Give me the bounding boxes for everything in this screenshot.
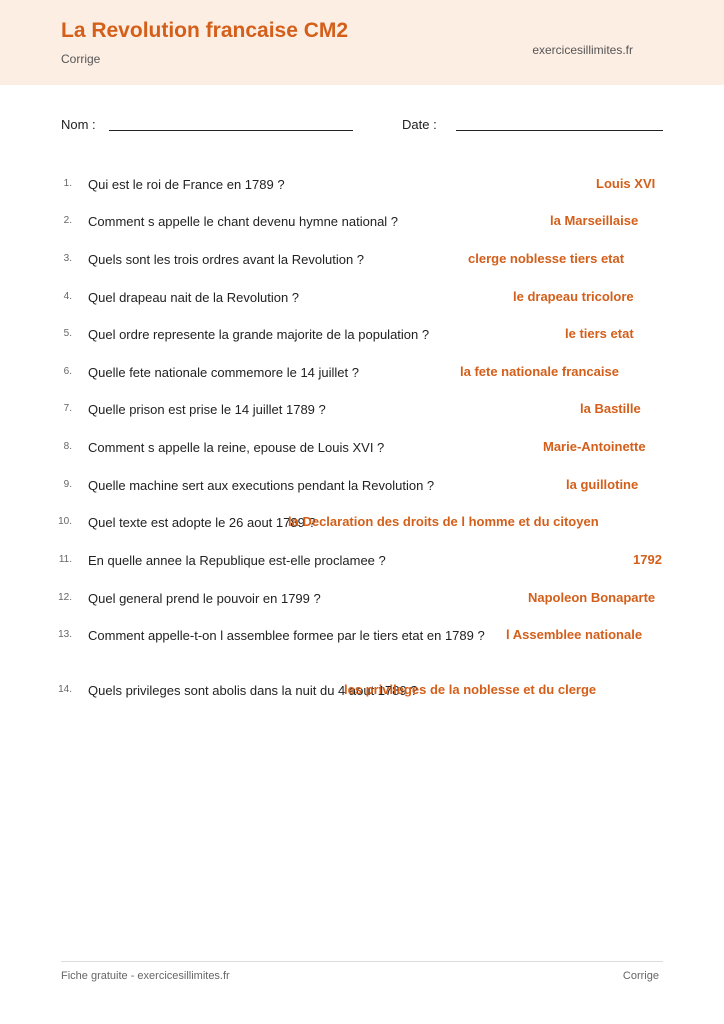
question-row (0, 627, 724, 647)
question-number: 2. (63, 215, 72, 226)
question-number: 11. (58, 554, 72, 565)
page-title: La Revolution francaise CM2 (61, 19, 349, 42)
answer-text: le tiers etat (565, 326, 634, 341)
page-subtitle: Corrige (61, 52, 101, 66)
answer-text: Napoleon Bonaparte (528, 590, 656, 605)
question-text: Quelle fete nationale commemore le 14 juillet ? (88, 365, 359, 380)
question-text: Qui est le roi de France en 1789 ? (88, 177, 285, 192)
answer-text: clerge noblesse tiers etat (468, 251, 625, 266)
question-number: 4. (63, 291, 72, 302)
question-text: Quelle machine sert aux executions pendant la Revolution ? (88, 478, 435, 493)
footer-label: Corrige (622, 970, 659, 982)
question-text: En quelle annee la Republique est-elle proclamee ? (88, 553, 386, 568)
question-number: 5. (63, 328, 72, 339)
name-label: Nom : (61, 117, 96, 132)
answer-text: la Marseillaise (550, 213, 639, 228)
question-row (0, 477, 724, 497)
answer-text: la guillotine (566, 477, 639, 492)
question-number: 1. (63, 178, 72, 189)
answer-text: la Declaration des droits de l homme et du citoyen (288, 514, 599, 529)
question-text: Comment s appelle la reine, epouse de Louis XVI ? (88, 440, 385, 455)
answer-text: Louis XVI (596, 176, 656, 191)
question-row (0, 514, 724, 534)
question-row (0, 213, 724, 233)
question-text: Quel drapeau nait de la Revolution ? (88, 290, 300, 305)
question-row (0, 364, 724, 384)
question-row (0, 289, 724, 309)
question-text: Quelle prison est prise le 14 juillet 1789 ? (88, 402, 326, 417)
question-text: Comment s appelle le chant devenu hymne national ? (88, 214, 399, 229)
answer-text: Marie-Antoinette (543, 439, 646, 454)
question-text: Quels privileges sont abolis dans la nuit du 4 aout 1789 ? (88, 683, 418, 698)
question-row (0, 682, 724, 702)
answer-text: la fete nationale francaise (460, 364, 619, 379)
question-row (0, 552, 724, 572)
question-number: 13. (58, 629, 72, 640)
footer-source: Fiche gratuite - exercicesillimites.fr (61, 970, 230, 982)
answer-text: les privileges de la noblesse et du clerge (344, 682, 597, 697)
answer-text: 1792 (633, 552, 662, 567)
footer-divider (61, 961, 663, 962)
question-text: Comment appelle-t-on l assemblee formee par le tiers etat en 1789 ? (88, 628, 485, 643)
question-number: 3. (63, 253, 72, 264)
question-row (0, 590, 724, 610)
date-label: Date : (402, 117, 437, 132)
question-number: 14. (58, 684, 72, 695)
question-number: 9. (63, 479, 72, 490)
question-text: Quel general prend le pouvoir en 1799 ? (88, 591, 321, 606)
date-field[interactable] (456, 130, 663, 131)
question-row (0, 401, 724, 421)
question-number: 10. (58, 516, 72, 527)
question-row (0, 176, 724, 196)
question-row (0, 326, 724, 346)
question-number: 7. (63, 403, 72, 414)
question-text: Quel ordre represente la grande majorite de la population ? (88, 327, 430, 342)
question-number: 8. (63, 441, 72, 452)
question-text: Quels sont les trois ordres avant la Revolution ? (88, 252, 365, 267)
question-number: 6. (63, 366, 72, 377)
answer-text: la Bastille (580, 401, 641, 416)
answer-text: le drapeau tricolore (513, 289, 634, 304)
page-header (0, 0, 724, 85)
question-number: 12. (58, 592, 72, 603)
name-field[interactable] (109, 130, 353, 131)
site-name: exercicesillimites.fr (532, 43, 633, 57)
question-row (0, 251, 724, 271)
question-row (0, 439, 724, 459)
question-text: Quel texte est adopte le 26 aout 1789 ? (88, 515, 316, 530)
answer-text: l Assemblee nationale (506, 627, 643, 642)
